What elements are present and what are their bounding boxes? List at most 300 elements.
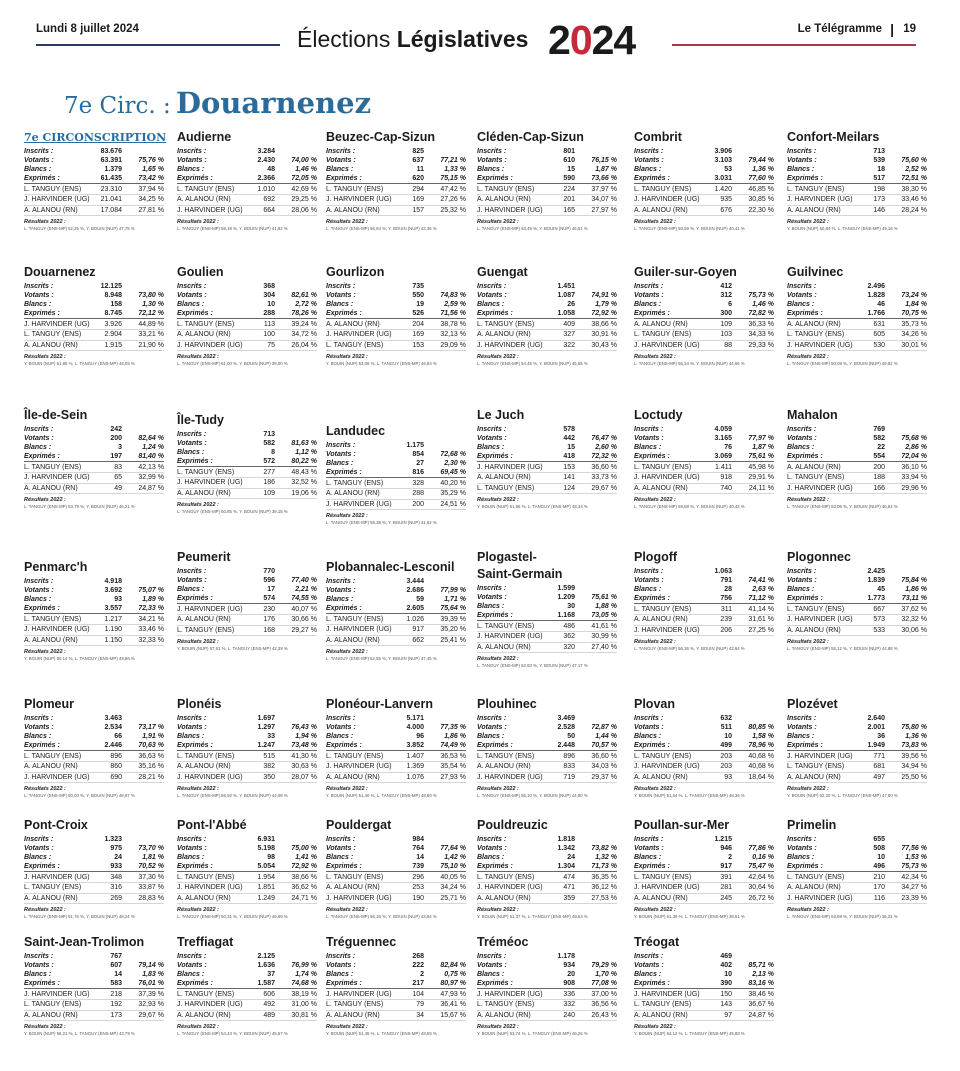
candidate-votes: 240 xyxy=(545,1010,575,1020)
commune-block xyxy=(326,818,466,919)
candidate-row xyxy=(326,752,466,762)
stat-value: 4.918 xyxy=(104,578,122,585)
candidate-row xyxy=(326,625,466,635)
stat-label: Inscrits : xyxy=(634,148,664,155)
candidate-name: A. ALANOU (RN) xyxy=(477,893,545,903)
stat-value: 8.948 xyxy=(104,292,122,300)
candidates-table xyxy=(477,752,617,782)
candidate-votes: 515 xyxy=(245,752,275,762)
candidate-name: A. ALANOU (RN) xyxy=(326,320,394,330)
blank-votes-row xyxy=(24,443,164,452)
candidate-votes: 311 xyxy=(702,605,732,615)
candidate-name: L. TANGUY (ENS) xyxy=(326,1000,394,1010)
stat-value: 22 xyxy=(877,444,885,452)
cast-votes-row xyxy=(177,457,317,467)
voters-row xyxy=(634,961,774,970)
candidate-percent: 37,97 % xyxy=(575,185,617,195)
candidate-name: L. TANGUY (ENS) xyxy=(326,615,394,625)
blank-votes-row xyxy=(634,585,774,594)
stat-label: Blancs : xyxy=(177,166,205,174)
candidate-row xyxy=(326,873,466,883)
candidate-name: L. TANGUY (ENS) xyxy=(326,479,394,489)
stat-label: Inscrits : xyxy=(787,426,817,433)
stat-value: 93 xyxy=(114,596,122,604)
circonscription-name: Douarnenez xyxy=(175,86,372,120)
candidate-name: L. TANGUY (ENS) xyxy=(477,483,545,493)
registered-row xyxy=(326,441,466,450)
stat-label: Votants : xyxy=(634,157,664,165)
candidate-votes: 1.026 xyxy=(394,615,424,625)
stat-percent: 1,65 % xyxy=(142,166,164,174)
stat-value: 539 xyxy=(873,157,885,165)
candidates-table xyxy=(477,185,617,215)
results-2022-values: L. TANGUY (ENS-MP) 59,58 %, Y. BOUIN (NUP) 40,42 % xyxy=(634,503,745,509)
results-2022-values: L. TANGUY (ENS-MP) 55,92 %, Y. BOUIN (NUP) 44,08 % xyxy=(177,792,288,798)
stat-value: 499 xyxy=(720,742,732,750)
stat-percent: 1,46 % xyxy=(752,301,774,309)
candidate-name: L. TANGUY (ENS) xyxy=(177,320,245,330)
commune-block xyxy=(326,560,466,661)
candidate-votes: 166 xyxy=(855,483,885,493)
blank-votes-row xyxy=(477,300,617,309)
candidate-percent: 32,99 % xyxy=(122,473,164,483)
stat-value: 24 xyxy=(114,854,122,862)
stat-percent-empty xyxy=(732,567,774,576)
candidate-votes: 204 xyxy=(394,320,424,330)
candidate-name: J. HARVINDER (UG) xyxy=(787,340,855,350)
candidate-name: A. ALANOU (RN) xyxy=(477,473,545,483)
candidate-percent: 25,32 % xyxy=(424,205,466,215)
candidate-row xyxy=(177,893,317,903)
candidate-percent: 26,72 % xyxy=(732,893,774,903)
candidate-votes: 492 xyxy=(245,1000,275,1010)
stat-label: Inscrits : xyxy=(24,715,54,722)
cast-votes-row xyxy=(477,174,617,184)
stat-value: 368 xyxy=(263,283,275,290)
turnout-table xyxy=(24,425,164,462)
stat-label: Blancs : xyxy=(634,733,662,741)
stat-value: 11 xyxy=(416,166,424,174)
commune-name: Beuzec-Cap-Sizun xyxy=(326,130,436,144)
candidate-name: L. TANGUY (ENS) xyxy=(177,185,245,195)
turnout-table xyxy=(477,714,617,751)
stat-percent: 1,87 % xyxy=(595,166,617,174)
candidate-name: J. HARVINDER (UG) xyxy=(634,340,702,350)
cast-votes-row xyxy=(177,862,317,872)
results-2022-values: L. TANGUY (ENS-MP) 58,18 %, Y. BOUIN (NUP) 41,82 % xyxy=(177,225,288,231)
commune-name: Cléden-Cap-Sizun xyxy=(477,130,584,144)
stat-label: Exprimés : xyxy=(787,453,823,461)
registered-row xyxy=(634,714,774,723)
results-2022-values: L. TANGUY (ENS-MP) 51,76 %, Y. BOUIN (NUP) 48,24 % xyxy=(24,913,135,919)
stat-value: 50 xyxy=(567,733,575,741)
candidate-votes: 497 xyxy=(855,772,885,782)
stat-percent: 74,83 % xyxy=(440,292,466,300)
candidate-votes: 1.420 xyxy=(702,185,732,195)
candidate-votes: 918 xyxy=(702,473,732,483)
blank-votes-row xyxy=(177,585,317,594)
stat-value: 2.686 xyxy=(406,587,424,595)
stat-percent-empty xyxy=(575,714,617,723)
commune-block xyxy=(787,265,927,366)
stat-label: Blancs : xyxy=(326,301,354,309)
candidate-percent: 38,19 % xyxy=(275,990,317,1000)
candidate-votes: 143 xyxy=(702,1000,732,1010)
stat-percent: 80,22 % xyxy=(291,458,317,466)
candidate-percent: 29,37 % xyxy=(575,772,617,782)
candidate-row xyxy=(24,873,164,883)
candidate-votes: 103 xyxy=(702,330,732,340)
blank-votes-row xyxy=(634,732,774,741)
stat-percent-empty xyxy=(885,147,927,156)
commune-block xyxy=(787,550,927,651)
stat-percent-empty xyxy=(885,282,927,291)
candidate-percent: 36,53 % xyxy=(424,752,466,762)
blank-votes-row xyxy=(24,595,164,604)
candidate-row xyxy=(177,478,317,488)
stat-label: Inscrits : xyxy=(177,953,207,960)
registered-row xyxy=(24,147,164,156)
stat-percent-empty xyxy=(732,147,774,156)
commune-block xyxy=(24,818,164,919)
stat-label: Exprimés : xyxy=(477,453,513,461)
candidate-percent: 29,91 % xyxy=(732,473,774,483)
stat-label: Votants : xyxy=(24,587,54,595)
stat-value: 2.446 xyxy=(104,742,122,750)
candidate-name: A. ALANOU (RN) xyxy=(24,205,92,215)
results-2022-label: Résultats 2022 : xyxy=(24,648,66,655)
candidate-name: A. ALANOU (RN) xyxy=(326,883,394,893)
stat-value: 526 xyxy=(412,310,424,318)
voters-row xyxy=(24,961,164,970)
stat-value: 1.818 xyxy=(557,836,575,843)
candidate-votes: 93 xyxy=(702,772,732,782)
candidate-row xyxy=(634,615,774,625)
candidate-votes: 322 xyxy=(545,340,575,350)
candidate-row xyxy=(24,762,164,772)
candidates-table xyxy=(177,185,317,215)
commune-block xyxy=(24,560,164,661)
stat-percent: 75,76 % xyxy=(138,157,164,165)
stat-label: Blancs : xyxy=(634,854,662,862)
stat-label: Exprimés : xyxy=(24,742,60,750)
stat-label: Blancs : xyxy=(477,166,505,174)
candidate-row xyxy=(326,883,466,893)
commune-block xyxy=(634,935,774,1036)
stat-label: Votants : xyxy=(24,962,54,970)
stat-label: Inscrits : xyxy=(477,953,507,960)
results-2022-label: Résultats 2022 : xyxy=(477,496,519,503)
candidate-percent: 34,25 % xyxy=(122,195,164,205)
candidate-name: A. ALANOU (RN) xyxy=(787,625,855,635)
candidate-votes: 935 xyxy=(702,195,732,205)
stat-label: Votants : xyxy=(634,845,664,853)
candidate-percent: 30,85 % xyxy=(732,195,774,205)
commune-name: Gourlizon xyxy=(326,265,385,279)
registered-row xyxy=(634,425,774,434)
voters-row xyxy=(477,593,617,602)
stat-value: 15 xyxy=(567,166,575,174)
stat-percent: 1,71 % xyxy=(444,596,466,604)
candidate-name: A. ALANOU (RN) xyxy=(326,489,394,499)
stat-percent-empty xyxy=(885,835,927,844)
results-2022-values: L. TANGUY (ENS-MP) 50,03 %, Y. BOUIN (NUP) 49,97 % xyxy=(24,792,135,798)
turnout-table xyxy=(477,282,617,319)
stat-label: Inscrits : xyxy=(787,715,817,722)
candidate-percent: 24,51 % xyxy=(424,499,466,509)
turnout-table xyxy=(177,567,317,604)
stat-percent: 1,41 % xyxy=(295,854,317,862)
stat-percent: 72,87 % xyxy=(591,724,617,732)
stat-value: 1.323 xyxy=(104,836,122,843)
candidates-table xyxy=(634,873,774,903)
commune-name: Primelin xyxy=(787,818,837,832)
results-2022-label: Résultats 2022 : xyxy=(24,1023,66,1030)
results-2022-label: Résultats 2022 : xyxy=(326,785,368,792)
candidate-percent: 15,67 % xyxy=(424,1010,466,1020)
results-2022-label: Résultats 2022 : xyxy=(787,218,829,225)
stat-value: 2.534 xyxy=(104,724,122,732)
stat-percent-empty xyxy=(575,952,617,961)
stat-label: Inscrits : xyxy=(177,836,207,843)
candidate-row xyxy=(787,483,927,493)
candidate-name: L. TANGUY (ENS) xyxy=(326,752,394,762)
year-zero-ballot: 0 xyxy=(569,17,592,63)
stat-percent: 1,74 % xyxy=(295,971,317,979)
turnout-table xyxy=(177,714,317,751)
candidates-table xyxy=(634,320,774,350)
candidate-votes: 676 xyxy=(702,205,732,215)
stat-value: 739 xyxy=(412,863,424,871)
candidate-votes: 359 xyxy=(545,893,575,903)
stat-percent: 73,11 % xyxy=(901,595,927,603)
results-2022-label: Résultats 2022 : xyxy=(477,785,519,792)
stat-value: 1.247 xyxy=(257,742,275,750)
cast-votes-row xyxy=(177,594,317,604)
candidate-percent: 30,43 % xyxy=(575,340,617,350)
registered-row xyxy=(24,577,164,586)
stat-percent: 72,92 % xyxy=(291,863,317,871)
stat-label: Inscrits : xyxy=(787,283,817,290)
stat-value: 550 xyxy=(412,292,424,300)
stat-value: 908 xyxy=(563,980,575,988)
candidate-votes: 316 xyxy=(92,883,122,893)
stat-value: 28 xyxy=(724,586,732,594)
turnout-table xyxy=(24,835,164,872)
candidate-votes: 150 xyxy=(702,990,732,1000)
stat-label: Votants : xyxy=(477,157,507,165)
results-2022-label: Résultats 2022 : xyxy=(326,1023,368,1030)
cast-votes-row xyxy=(787,741,927,751)
stat-label: Votants : xyxy=(326,587,356,595)
stat-value: 984 xyxy=(412,836,424,843)
blank-votes-row xyxy=(477,732,617,741)
stat-percent: 77,97 % xyxy=(748,435,774,443)
stat-label: Inscrits : xyxy=(177,283,207,290)
candidate-row xyxy=(24,893,164,903)
cast-votes-row xyxy=(326,174,466,184)
results-2022-label: Résultats 2022 : xyxy=(24,218,66,225)
stat-label: Votants : xyxy=(477,845,507,853)
stat-label: Exprimés : xyxy=(477,863,513,871)
commune-block xyxy=(326,697,466,798)
stat-label: Exprimés : xyxy=(634,980,670,988)
registered-row xyxy=(326,835,466,844)
blank-votes-row xyxy=(634,970,774,979)
results-2022-values: L. TANGUY (ENS-MP) 58,38 %, Y. BOUIN (NUP) 41,62 % xyxy=(326,519,437,525)
commune-block xyxy=(24,130,167,231)
candidate-row xyxy=(477,1010,617,1020)
results-2022-values: Y. BOUIN (NUP) 57,61 %, L. TANGUY (ENS-MP) 42,39 % xyxy=(177,645,288,651)
stat-percent: 1,86 % xyxy=(444,733,466,741)
candidate-votes: 573 xyxy=(855,615,885,625)
stat-value: 2.430 xyxy=(257,157,275,165)
candidate-percent: 29,67 % xyxy=(575,483,617,493)
stat-value: 37 xyxy=(267,971,275,979)
blank-votes-row xyxy=(634,443,774,452)
stat-percent-empty xyxy=(424,952,466,961)
candidates-table xyxy=(634,990,774,1020)
stat-percent: 77,56 % xyxy=(901,845,927,853)
candidate-row xyxy=(787,615,927,625)
candidate-name: L. TANGUY (ENS) xyxy=(787,473,855,483)
voters-row xyxy=(177,961,317,970)
stat-value: 412 xyxy=(720,283,732,290)
candidate-votes: 173 xyxy=(855,195,885,205)
stat-percent: 75,47 % xyxy=(748,863,774,871)
stat-percent: 76,47 % xyxy=(591,435,617,443)
cast-votes-row xyxy=(787,174,927,184)
stat-percent: 77,64 % xyxy=(440,845,466,853)
stat-value: 17 xyxy=(267,586,275,594)
candidate-percent: 21,90 % xyxy=(122,340,164,350)
candidate-percent: 19,06 % xyxy=(275,488,317,498)
candidate-name: J. HARVINDER (UG) xyxy=(477,205,545,215)
cast-votes-row xyxy=(477,309,617,319)
results-2022-label: Résultats 2022 : xyxy=(477,906,519,913)
candidate-votes: 169 xyxy=(394,195,424,205)
registered-row xyxy=(787,425,927,434)
candidate-row xyxy=(326,205,466,215)
stat-percent: 71,12 % xyxy=(748,595,774,603)
stat-label: Blancs : xyxy=(177,971,205,979)
stat-value: 583 xyxy=(110,980,122,988)
stat-label: Exprimés : xyxy=(177,175,213,183)
candidate-row xyxy=(177,340,317,350)
candidate-percent: 30,64 % xyxy=(732,883,774,893)
results-2022-values: L. TANGUY (ENS-MP) 53,79 %, Y. BOUIN (NUP) 46,21 % xyxy=(24,503,135,509)
stat-value: 3.463 xyxy=(104,715,122,722)
candidate-percent: 33,46 % xyxy=(122,625,164,635)
blank-votes-row xyxy=(326,853,466,862)
stat-value: 825 xyxy=(412,148,424,155)
candidate-name: A. ALANOU (RN) xyxy=(177,488,245,498)
stat-label: Blancs : xyxy=(326,596,354,604)
stat-value: 2.496 xyxy=(867,283,885,290)
candidate-percent: 23,39 % xyxy=(885,893,927,903)
issue-date: Lundi 8 juillet 2024 xyxy=(36,23,139,35)
candidate-row xyxy=(634,873,774,883)
stat-value: 1.587 xyxy=(257,980,275,988)
stat-label: Exprimés : xyxy=(477,612,513,620)
stat-label: Votants : xyxy=(326,962,356,970)
candidate-votes: 88 xyxy=(702,340,732,350)
stat-percent: 0,75 % xyxy=(444,971,466,979)
commune-block xyxy=(787,818,927,919)
stat-value: 48 xyxy=(267,166,275,174)
stat-value: 1.209 xyxy=(557,594,575,602)
stat-label: Exprimés : xyxy=(326,863,362,871)
candidate-name: A. ALANOU (RN) xyxy=(24,893,92,903)
candidate-percent: 36,33 % xyxy=(732,320,774,330)
candidate-votes: 23.310 xyxy=(92,185,122,195)
candidate-votes: 681 xyxy=(855,762,885,772)
candidate-row xyxy=(24,205,164,215)
stat-label: Exprimés : xyxy=(634,175,670,183)
stat-percent-empty xyxy=(122,147,164,156)
candidate-name: L. TANGUY (ENS) xyxy=(787,762,855,772)
results-2022-values: L. TANGUY (ENS-MP) 61,00 %, Y. BOUIN (NUP) 39,00 % xyxy=(177,360,288,366)
candidate-row xyxy=(177,468,317,478)
candidate-name: L. TANGUY (ENS) xyxy=(634,873,702,883)
candidate-percent: 40,68 % xyxy=(732,762,774,772)
stat-label: Votants : xyxy=(24,845,54,853)
stat-label: Votants : xyxy=(787,724,817,732)
candidate-row xyxy=(326,990,466,1000)
results-2022-label: Résultats 2022 : xyxy=(634,638,676,645)
stat-value: 946 xyxy=(720,845,732,853)
stat-percent: 82,61 % xyxy=(291,292,317,300)
stat-value: 1.697 xyxy=(257,715,275,722)
candidate-row xyxy=(787,772,927,782)
registered-row xyxy=(477,714,617,723)
candidate-row xyxy=(477,1000,617,1010)
stat-percent: 73,83 % xyxy=(901,742,927,750)
commune-block xyxy=(177,935,317,1036)
stat-value: 83.676 xyxy=(100,148,122,155)
stat-label: Votants : xyxy=(477,724,507,732)
candidate-name: J. HARVINDER (UG) xyxy=(24,195,92,205)
candidate-votes: 190 xyxy=(394,893,424,903)
cast-votes-row xyxy=(177,309,317,319)
candidate-percent: 37,30 % xyxy=(122,873,164,883)
results-2022-values: Y. BOUIN (NUP) 53,74 %, L. TANGUY (ENS-MP) 46,26 % xyxy=(477,1030,588,1036)
candidate-row xyxy=(177,883,317,893)
candidate-votes: 124 xyxy=(545,483,575,493)
stat-value: 66 xyxy=(114,733,122,741)
stat-percent: 77,60 % xyxy=(748,175,774,183)
stat-value: 582 xyxy=(263,440,275,448)
stat-value: 767 xyxy=(110,953,122,960)
candidate-name: L. TANGUY (ENS) xyxy=(787,185,855,195)
turnout-table xyxy=(634,952,774,989)
results-2022-label: Résultats 2022 : xyxy=(634,906,676,913)
stat-label: Exprimés : xyxy=(477,175,513,183)
candidate-row xyxy=(24,615,164,625)
candidate-row xyxy=(477,483,617,493)
stat-label: Votants : xyxy=(477,594,507,602)
candidate-row xyxy=(634,195,774,205)
stat-value: 2 xyxy=(728,854,732,862)
candidate-row xyxy=(326,330,466,340)
candidate-percent: 27,97 % xyxy=(575,205,617,215)
stat-percent-empty xyxy=(732,714,774,723)
commune-block xyxy=(787,130,927,231)
candidate-row xyxy=(326,489,466,499)
voters-row xyxy=(634,844,774,853)
registered-row xyxy=(177,282,317,291)
stat-value: 5.171 xyxy=(406,715,424,722)
